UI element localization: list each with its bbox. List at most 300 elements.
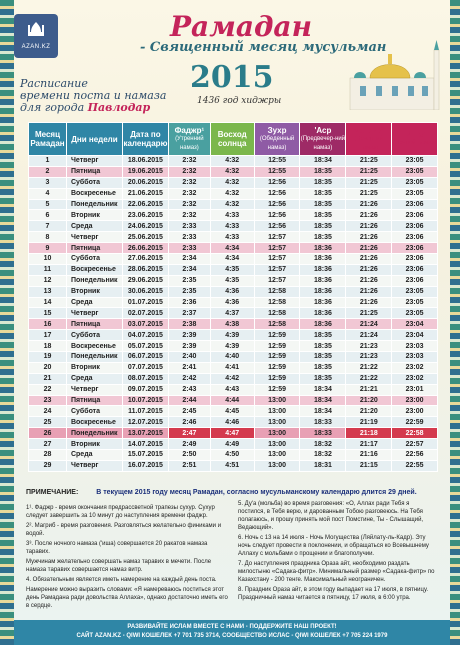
- table-row: [29, 450, 438, 461]
- day-number-cell: 12: [29, 275, 67, 286]
- zuhr-cell: 12:56: [254, 177, 300, 188]
- weekday-cell: Понедельник: [66, 352, 122, 363]
- table-row: [29, 373, 438, 384]
- day-number-cell: 7: [29, 221, 67, 232]
- table-row: [29, 362, 438, 373]
- fajr-cell: 2:36: [168, 297, 210, 308]
- logo-text: AZAN.KZ: [21, 44, 51, 50]
- sunrise-cell: 4:46: [210, 417, 254, 428]
- fajr-cell: 2:40: [168, 352, 210, 363]
- isha-cell: 23:06: [392, 243, 438, 254]
- maghrib-cell: 21:25: [346, 156, 392, 167]
- date-cell: 23.06.2015: [122, 210, 168, 221]
- left-note-3: 3³. После ночного намаза ('иша) совершается 20 ракатов намаза таравих.: [26, 541, 208, 555]
- zuhr-cell: 13:00: [254, 406, 300, 417]
- table-row: [29, 243, 438, 254]
- sunrise-cell: 4:32: [210, 188, 254, 199]
- isha-cell: 22:56: [392, 450, 438, 461]
- hijri-year: 1436 год хиджры: [197, 96, 282, 106]
- note-text: В текущем 2015 году месяц Рамадан, согласно мусульманскому календарю длится 29 дней.: [96, 489, 417, 496]
- date-cell: 04.07.2015: [122, 330, 168, 341]
- date-cell: 28.06.2015: [122, 264, 168, 275]
- weekday-cell: Пятница: [66, 395, 122, 406]
- date-cell: 01.07.2015: [122, 297, 168, 308]
- table-row: [29, 275, 438, 286]
- date-cell: 08.07.2015: [122, 373, 168, 384]
- date-cell: 18.06.2015: [122, 156, 168, 167]
- right-note-2: 6. Ночь с 13 на 14 июля - Ночь Могущества (Ляйлату-ль-Кадр). Эту ночь следует провести в поклонении, и обращаться ко Всевышнему Аллаху с мольбами о прощении и благополучии.: [238, 535, 429, 557]
- weekday-cell: Четверг: [66, 460, 122, 471]
- sunrise-cell: 4:49: [210, 439, 254, 450]
- isha-cell: 23:06: [392, 254, 438, 265]
- asr-cell: 18:35: [300, 330, 346, 341]
- weekday-cell: Среда: [66, 221, 122, 232]
- asr-cell: 18:36: [300, 243, 346, 254]
- sunrise-cell: 4:45: [210, 406, 254, 417]
- table-row: [29, 384, 438, 395]
- isha-cell: 22:59: [392, 417, 438, 428]
- isha-cell: 23:02: [392, 373, 438, 384]
- table-row: [29, 264, 438, 275]
- day-number-cell: 14: [29, 297, 67, 308]
- sunrise-cell: 4:35: [210, 275, 254, 286]
- sunrise-cell: 4:41: [210, 362, 254, 373]
- sunrise-cell: 4:50: [210, 450, 254, 461]
- zuhr-cell: 12:59: [254, 373, 300, 384]
- fajr-cell: 2:32: [168, 210, 210, 221]
- fajr-cell: 2:39: [168, 341, 210, 352]
- zuhr-cell: 13:00: [254, 428, 300, 439]
- maghrib-cell: 21:18: [346, 428, 392, 439]
- zuhr-cell: 12:58: [254, 319, 300, 330]
- zuhr-cell: 12:57: [254, 254, 300, 265]
- col-header-isha: 'Иша³ (Ночной намаз): [392, 123, 438, 156]
- isha-cell: 23:05: [392, 166, 438, 177]
- date-cell: 05.07.2015: [122, 341, 168, 352]
- day-number-cell: 25: [29, 417, 67, 428]
- maghrib-cell: 21:26: [346, 199, 392, 210]
- col-header-zuhr: Зухр (Обеденный намаз): [254, 123, 300, 156]
- maghrib-cell: 21:20: [346, 406, 392, 417]
- zuhr-cell: 12:59: [254, 330, 300, 341]
- date-cell: 30.06.2015: [122, 286, 168, 297]
- asr-cell: 18:33: [300, 428, 346, 439]
- table-row: [29, 210, 438, 221]
- isha-cell: 23:06: [392, 199, 438, 210]
- asr-cell: 18:32: [300, 450, 346, 461]
- maghrib-cell: 21:21: [346, 384, 392, 395]
- weekday-cell: Пятница: [66, 319, 122, 330]
- table-row: [29, 286, 438, 297]
- day-number-cell: 19: [29, 352, 67, 363]
- isha-cell: 23:05: [392, 188, 438, 199]
- isha-cell: 23:00: [392, 395, 438, 406]
- day-number-cell: 1: [29, 156, 67, 167]
- weekday-cell: Вторник: [66, 210, 122, 221]
- weekday-cell: Четверг: [66, 308, 122, 319]
- zuhr-cell: 12:59: [254, 384, 300, 395]
- weekday-cell: Среда: [66, 297, 122, 308]
- right-note-4: 8. Праздник Ораза айт, в этом году выпадает на 17 июля, в пятницу. Праздничный намаз читается в пятницу, 17 июля, в 6:00 утра.: [238, 587, 429, 601]
- sunrise-cell: 4:40: [210, 352, 254, 363]
- day-number-cell: 18: [29, 341, 67, 352]
- maghrib-cell: 21:20: [346, 395, 392, 406]
- fajr-cell: 2:39: [168, 330, 210, 341]
- fajr-cell: 2:33: [168, 243, 210, 254]
- date-cell: 14.07.2015: [122, 439, 168, 450]
- schedule-caption: [20, 78, 166, 114]
- weekday-cell: Суббота: [66, 406, 122, 417]
- asr-cell: 18:35: [300, 188, 346, 199]
- day-number-cell: 22: [29, 384, 67, 395]
- weekday-cell: Воскресенье: [66, 417, 122, 428]
- date-cell: 10.07.2015: [122, 395, 168, 406]
- table-row: [29, 417, 438, 428]
- asr-cell: 18:34: [300, 156, 346, 167]
- isha-cell: 23:00: [392, 406, 438, 417]
- table-row: [29, 395, 438, 406]
- table-row: [29, 406, 438, 417]
- table-row: [29, 221, 438, 232]
- sunrise-cell: 4:36: [210, 286, 254, 297]
- day-number-cell: 2: [29, 166, 67, 177]
- asr-cell: 18:35: [300, 373, 346, 384]
- sunrise-cell: 4:33: [210, 210, 254, 221]
- fajr-cell: 2:32: [168, 166, 210, 177]
- sunrise-cell: 4:36: [210, 297, 254, 308]
- fajr-cell: 2:32: [168, 156, 210, 167]
- table-row: [29, 188, 438, 199]
- date-cell: 26.06.2015: [122, 243, 168, 254]
- zuhr-cell: 12:56: [254, 188, 300, 199]
- schedule-line-3: [20, 102, 166, 114]
- day-number-cell: 20: [29, 362, 67, 373]
- sunrise-cell: 4:34: [210, 254, 254, 265]
- date-cell: 27.06.2015: [122, 254, 168, 265]
- sunrise-cell: 4:44: [210, 395, 254, 406]
- isha-cell: 23:01: [392, 384, 438, 395]
- table-row: [29, 156, 438, 167]
- footer: [14, 620, 450, 645]
- table-row: [29, 166, 438, 177]
- day-number-cell: 17: [29, 330, 67, 341]
- isha-cell: 23:06: [392, 275, 438, 286]
- maghrib-cell: 21:26: [346, 210, 392, 221]
- date-cell: 12.07.2015: [122, 417, 168, 428]
- maghrib-cell: 21:25: [346, 188, 392, 199]
- sunrise-cell: 4:43: [210, 384, 254, 395]
- weekday-cell: Четверг: [66, 232, 122, 243]
- isha-cell: 23:06: [392, 232, 438, 243]
- col-header-weekday: Дни недели: [66, 123, 122, 156]
- table-row: [29, 319, 438, 330]
- weekday-cell: Воскресенье: [66, 188, 122, 199]
- zuhr-cell: 12:58: [254, 297, 300, 308]
- mosque-icon: [26, 20, 46, 40]
- weekday-cell: Воскресенье: [66, 341, 122, 352]
- sunrise-cell: 4:47: [210, 428, 254, 439]
- schedule-city-prefix: для города: [20, 101, 85, 114]
- fajr-cell: 2:47: [168, 428, 210, 439]
- isha-cell: 23:04: [392, 330, 438, 341]
- asr-cell: 18:31: [300, 460, 346, 471]
- isha-cell: 23:05: [392, 308, 438, 319]
- page-title: Рамадан: [170, 10, 312, 43]
- maghrib-cell: 21:26: [346, 243, 392, 254]
- zuhr-cell: 12:58: [254, 286, 300, 297]
- azan-logo[interactable]: [14, 14, 58, 58]
- sunrise-cell: 4:32: [210, 177, 254, 188]
- maghrib-cell: 21:22: [346, 373, 392, 384]
- table-row: [29, 199, 438, 210]
- zuhr-cell: 12:56: [254, 221, 300, 232]
- date-cell: 24.06.2015: [122, 221, 168, 232]
- sunrise-cell: 4:42: [210, 373, 254, 384]
- isha-cell: 23:06: [392, 210, 438, 221]
- asr-cell: 18:35: [300, 199, 346, 210]
- fajr-cell: 2:43: [168, 384, 210, 395]
- asr-cell: 18:34: [300, 384, 346, 395]
- fajr-cell: 2:33: [168, 221, 210, 232]
- date-cell: 06.07.2015: [122, 352, 168, 363]
- weekday-cell: Суббота: [66, 177, 122, 188]
- fajr-cell: 2:37: [168, 308, 210, 319]
- day-number-cell: 3: [29, 177, 67, 188]
- isha-cell: 23:06: [392, 264, 438, 275]
- day-number-cell: 28: [29, 450, 67, 461]
- fajr-cell: 2:35: [168, 275, 210, 286]
- asr-cell: 18:35: [300, 177, 346, 188]
- maghrib-cell: 21:26: [346, 232, 392, 243]
- date-cell: 29.06.2015: [122, 275, 168, 286]
- fajr-cell: 2:35: [168, 286, 210, 297]
- maghrib-cell: 21:15: [346, 460, 392, 471]
- weekday-cell: Понедельник: [66, 199, 122, 210]
- date-cell: 21.06.2015: [122, 188, 168, 199]
- maghrib-cell: 21:25: [346, 177, 392, 188]
- day-number-cell: 27: [29, 439, 67, 450]
- left-notes: [26, 504, 232, 612]
- right-notes: [238, 500, 438, 604]
- sunrise-cell: 4:32: [210, 199, 254, 210]
- maghrib-cell: 21:26: [346, 286, 392, 297]
- table-header: [29, 123, 438, 156]
- weekday-cell: Понедельник: [66, 428, 122, 439]
- asr-cell: 18:36: [300, 297, 346, 308]
- day-number-cell: 15: [29, 308, 67, 319]
- isha-cell: 22:58: [392, 428, 438, 439]
- zuhr-cell: 12:56: [254, 199, 300, 210]
- left-note-5: 4. Обязательным является иметь намерение на каждый день поста.: [26, 577, 217, 583]
- table-row: [29, 460, 438, 471]
- sunrise-cell: 4:39: [210, 330, 254, 341]
- fajr-cell: 2:45: [168, 406, 210, 417]
- table-body: [29, 156, 438, 472]
- asr-cell: 18:32: [300, 439, 346, 450]
- weekday-cell: Среда: [66, 450, 122, 461]
- footer-line-2: САЙТ AZAN.KZ - QIWI КОШЕЛЕК +7 701 735 3714, СООБЩЕСТВО ИСЛАС - QIWI КОШЕЛЕК +7 705 224 1979: [76, 633, 388, 639]
- isha-cell: 23:05: [392, 297, 438, 308]
- isha-cell: 23:03: [392, 341, 438, 352]
- zuhr-cell: 13:00: [254, 460, 300, 471]
- note-label: ПРИМЕЧАНИЕ:: [26, 489, 79, 496]
- date-cell: 03.07.2015: [122, 319, 168, 330]
- day-number-cell: 9: [29, 243, 67, 254]
- weekday-cell: Суббота: [66, 330, 122, 341]
- weekday-cell: Среда: [66, 373, 122, 384]
- isha-cell: 23:05: [392, 177, 438, 188]
- date-cell: 20.06.2015: [122, 177, 168, 188]
- page-subtitle: - Священный месяц мусульман: [140, 40, 387, 55]
- asr-cell: 18:36: [300, 275, 346, 286]
- date-cell: 07.07.2015: [122, 362, 168, 373]
- fajr-cell: 2:34: [168, 264, 210, 275]
- zuhr-cell: 12:56: [254, 210, 300, 221]
- sunrise-cell: 4:38: [210, 319, 254, 330]
- weekday-cell: Вторник: [66, 439, 122, 450]
- zuhr-cell: 13:00: [254, 450, 300, 461]
- maghrib-cell: 21:23: [346, 341, 392, 352]
- zuhr-cell: 12:55: [254, 156, 300, 167]
- fajr-cell: 2:33: [168, 232, 210, 243]
- fajr-cell: 2:49: [168, 439, 210, 450]
- table-row: [29, 254, 438, 265]
- date-cell: 09.07.2015: [122, 384, 168, 395]
- day-number-cell: 10: [29, 254, 67, 265]
- day-number-cell: 5: [29, 199, 67, 210]
- fajr-cell: 2:46: [168, 417, 210, 428]
- weekday-cell: Суббота: [66, 254, 122, 265]
- date-cell: 13.07.2015: [122, 428, 168, 439]
- maghrib-cell: 21:23: [346, 352, 392, 363]
- zuhr-cell: 12:59: [254, 341, 300, 352]
- maghrib-cell: 21:22: [346, 362, 392, 373]
- asr-cell: 18:36: [300, 319, 346, 330]
- asr-cell: 18:35: [300, 210, 346, 221]
- fajr-cell: 2:34: [168, 254, 210, 265]
- maghrib-cell: 21:25: [346, 308, 392, 319]
- sunrise-cell: 4:34: [210, 243, 254, 254]
- right-note-3: 7. До наступления праздника Ораза айт, необходимо раздать милостыню «Садака-фитр». Минимальный размер «Садака-фитр» по Казахстану - 200 тенге. Максимальный неограничен.: [238, 561, 435, 583]
- table-row: [29, 308, 438, 319]
- maghrib-cell: 21:16: [346, 450, 392, 461]
- asr-cell: 18:35: [300, 362, 346, 373]
- sunrise-cell: 4:35: [210, 264, 254, 275]
- isha-cell: 23:05: [392, 156, 438, 167]
- table-row: [29, 428, 438, 439]
- header-row: [29, 123, 438, 156]
- day-number-cell: 23: [29, 395, 67, 406]
- fajr-cell: 2:44: [168, 395, 210, 406]
- isha-cell: 23:05: [392, 286, 438, 297]
- asr-cell: 18:35: [300, 352, 346, 363]
- zuhr-cell: 12:57: [254, 232, 300, 243]
- asr-cell: 18:34: [300, 406, 346, 417]
- date-cell: 22.06.2015: [122, 199, 168, 210]
- col-header-date: Дата по календарю: [122, 123, 168, 156]
- mosque-illustration-icon: [330, 40, 450, 110]
- date-cell: 02.07.2015: [122, 308, 168, 319]
- zuhr-cell: 12:59: [254, 352, 300, 363]
- asr-cell: 18:36: [300, 254, 346, 265]
- col-header-fajr: Фаджр¹ (Утренний намаз): [168, 123, 210, 156]
- fajr-cell: 2:32: [168, 177, 210, 188]
- asr-cell: 18:36: [300, 264, 346, 275]
- asr-cell: 18:35: [300, 232, 346, 243]
- sunrise-cell: 4:33: [210, 221, 254, 232]
- maghrib-cell: 21:26: [346, 221, 392, 232]
- table-row: [29, 341, 438, 352]
- fajr-cell: 2:50: [168, 450, 210, 461]
- col-header-sunrise: Восход солнца: [210, 123, 254, 156]
- weekday-cell: Воскресенье: [66, 264, 122, 275]
- day-number-cell: 24: [29, 406, 67, 417]
- left-note-4: Мужчинам желательно совершать намаз таравих в мечети. После намаза таравих совершается намаз витр.: [26, 559, 212, 573]
- sunrise-cell: 4:33: [210, 232, 254, 243]
- weekday-cell: Понедельник: [66, 275, 122, 286]
- fajr-cell: 2:32: [168, 188, 210, 199]
- col-header-asr: 'Аср (Предвечер-ний намаз): [300, 123, 346, 156]
- day-number-cell: 26: [29, 428, 67, 439]
- table-row: [29, 330, 438, 341]
- maghrib-cell: 21:26: [346, 254, 392, 265]
- day-number-cell: 4: [29, 188, 67, 199]
- day-number-cell: 21: [29, 373, 67, 384]
- table-row: [29, 352, 438, 363]
- date-cell: 19.06.2015: [122, 166, 168, 177]
- isha-cell: 23:06: [392, 221, 438, 232]
- date-cell: 15.07.2015: [122, 450, 168, 461]
- asr-cell: 18:35: [300, 221, 346, 232]
- table-row: [29, 439, 438, 450]
- weekday-cell: Четверг: [66, 384, 122, 395]
- isha-cell: 22:57: [392, 439, 438, 450]
- col-header-month: Месяц Рамадан: [29, 123, 67, 156]
- zuhr-cell: 12:58: [254, 308, 300, 319]
- zuhr-cell: 13:00: [254, 417, 300, 428]
- asr-cell: 18:36: [300, 286, 346, 297]
- schedule-line-1: Расписание: [20, 77, 88, 90]
- zuhr-cell: 13:00: [254, 439, 300, 450]
- asr-cell: 18:36: [300, 308, 346, 319]
- asr-cell: 18:33: [300, 417, 346, 428]
- weekday-cell: Пятница: [66, 243, 122, 254]
- year: 2015: [190, 60, 274, 95]
- left-note-2: 2². Магриб - время разговения. Разговляться желательно финиками и водой.: [26, 523, 222, 537]
- maghrib-cell: 21:17: [346, 439, 392, 450]
- sunrise-cell: 4:32: [210, 166, 254, 177]
- zuhr-cell: 12:55: [254, 166, 300, 177]
- fajr-cell: 2:41: [168, 362, 210, 373]
- table-row: [29, 297, 438, 308]
- sunrise-cell: 4:51: [210, 460, 254, 471]
- right-ornament-border: [450, 0, 460, 645]
- date-cell: 11.07.2015: [122, 406, 168, 417]
- city-name: Павлодар: [87, 101, 151, 114]
- col-header-maghrib: Магриб² (Вечерний намаз): [346, 123, 392, 156]
- weekday-cell: Вторник: [66, 286, 122, 297]
- fajr-cell: 2:32: [168, 199, 210, 210]
- table-row: [29, 232, 438, 243]
- maghrib-cell: 21:24: [346, 330, 392, 341]
- zuhr-cell: 13:00: [254, 395, 300, 406]
- maghrib-cell: 21:26: [346, 297, 392, 308]
- zuhr-cell: 12:57: [254, 264, 300, 275]
- fajr-cell: 2:38: [168, 319, 210, 330]
- maghrib-cell: 21:26: [346, 275, 392, 286]
- day-number-cell: 13: [29, 286, 67, 297]
- zuhr-cell: 12:57: [254, 243, 300, 254]
